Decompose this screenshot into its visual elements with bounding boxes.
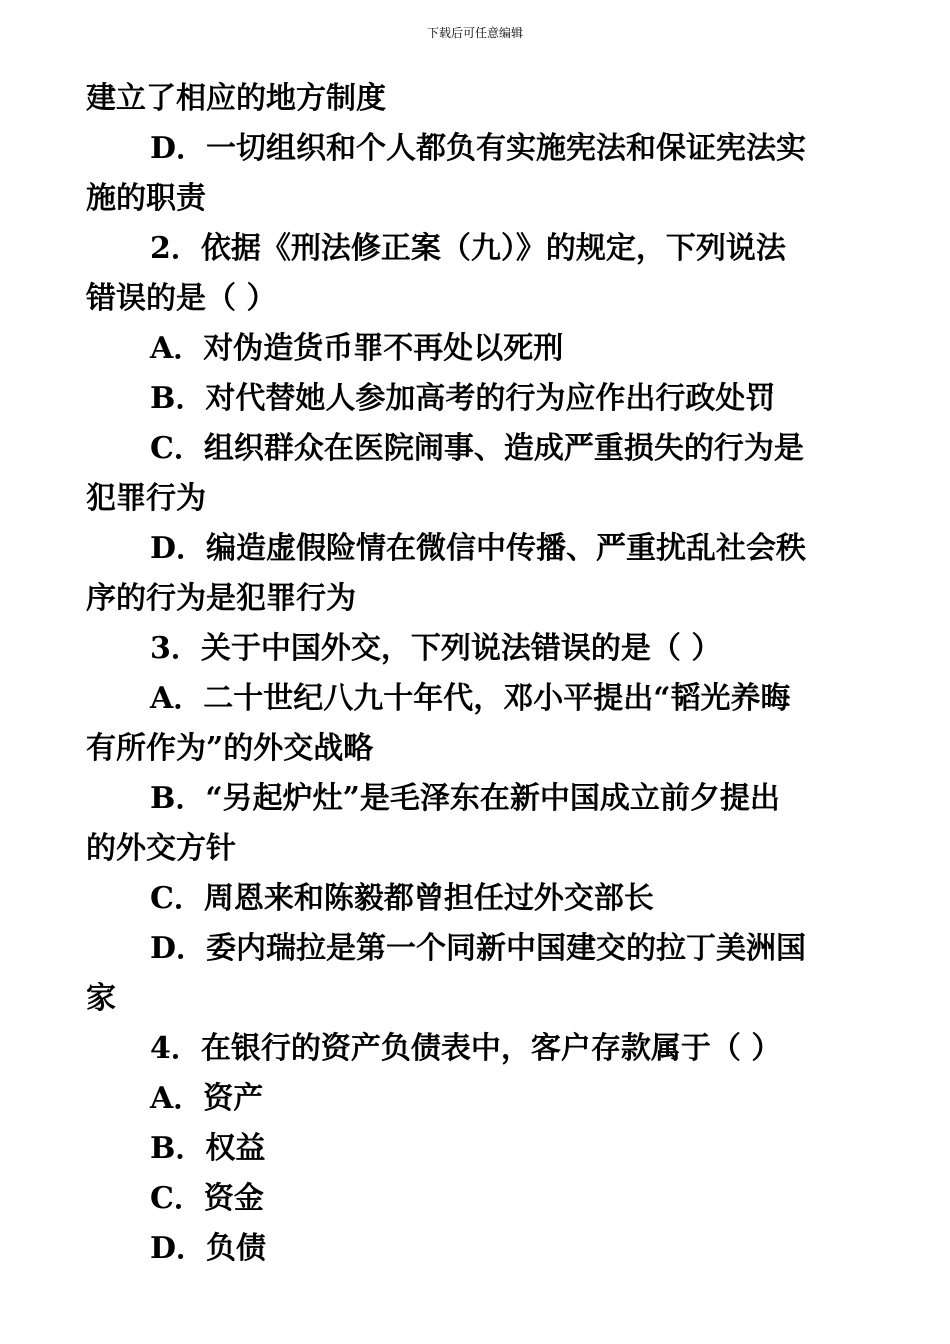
- text-line: 有所作为”的外交战略: [86, 731, 374, 766]
- option-b: B．“另起炉灶”是毛泽东在新中国成立前夕提出: [150, 781, 780, 816]
- question-4: 4．在银行的资产负债表中，客户存款属于（ ）: [150, 1031, 782, 1066]
- question-2: 2．依据《刑法修正案（九）》的规定，下列说法: [150, 231, 786, 266]
- option-c: C．周恩来和陈毅都曾担任过外交部长: [150, 881, 654, 916]
- option-d: D．负债: [150, 1231, 267, 1266]
- option-a: A．对伪造货币罪不再处以死刑: [150, 331, 564, 366]
- option-b: B．对代替她人参加高考的行为应作出行政处罚: [150, 381, 776, 416]
- question-3: 3．关于中国外交，下列说法错误的是（ ）: [150, 631, 722, 666]
- text-line: 家: [86, 981, 116, 1016]
- option-d-line: D．一切组织和个人都负有实施宪法和保证宪法实: [150, 131, 807, 166]
- option-a: A．资产: [150, 1081, 264, 1116]
- option-d: D．编造虚假险情在微信中传播、严重扰乱社会秩: [150, 531, 807, 566]
- option-c: C．资金: [150, 1181, 264, 1216]
- text-line: 的外交方针: [86, 831, 236, 866]
- text-line: 施的职责: [86, 181, 206, 216]
- document-body: [86, 74, 866, 1274]
- option-c: C．组织群众在医院闹事、造成严重损失的行为是: [150, 431, 804, 466]
- option-a: A．二十世纪八九十年代，邓小平提出“韬光养晦: [150, 681, 791, 716]
- page-header: 下载后可任意编辑: [426, 26, 523, 40]
- option-b: B．权益: [150, 1131, 266, 1166]
- text-line: 错误的是（ ）: [86, 281, 277, 316]
- text-line: 序的行为是犯罪行为: [86, 581, 356, 616]
- text-line: 犯罪行为: [86, 481, 206, 516]
- option-d: D．委内瑞拉是第一个同新中国建交的拉丁美洲国: [150, 931, 807, 966]
- text-line: 建立了相应的地方制度: [86, 81, 386, 116]
